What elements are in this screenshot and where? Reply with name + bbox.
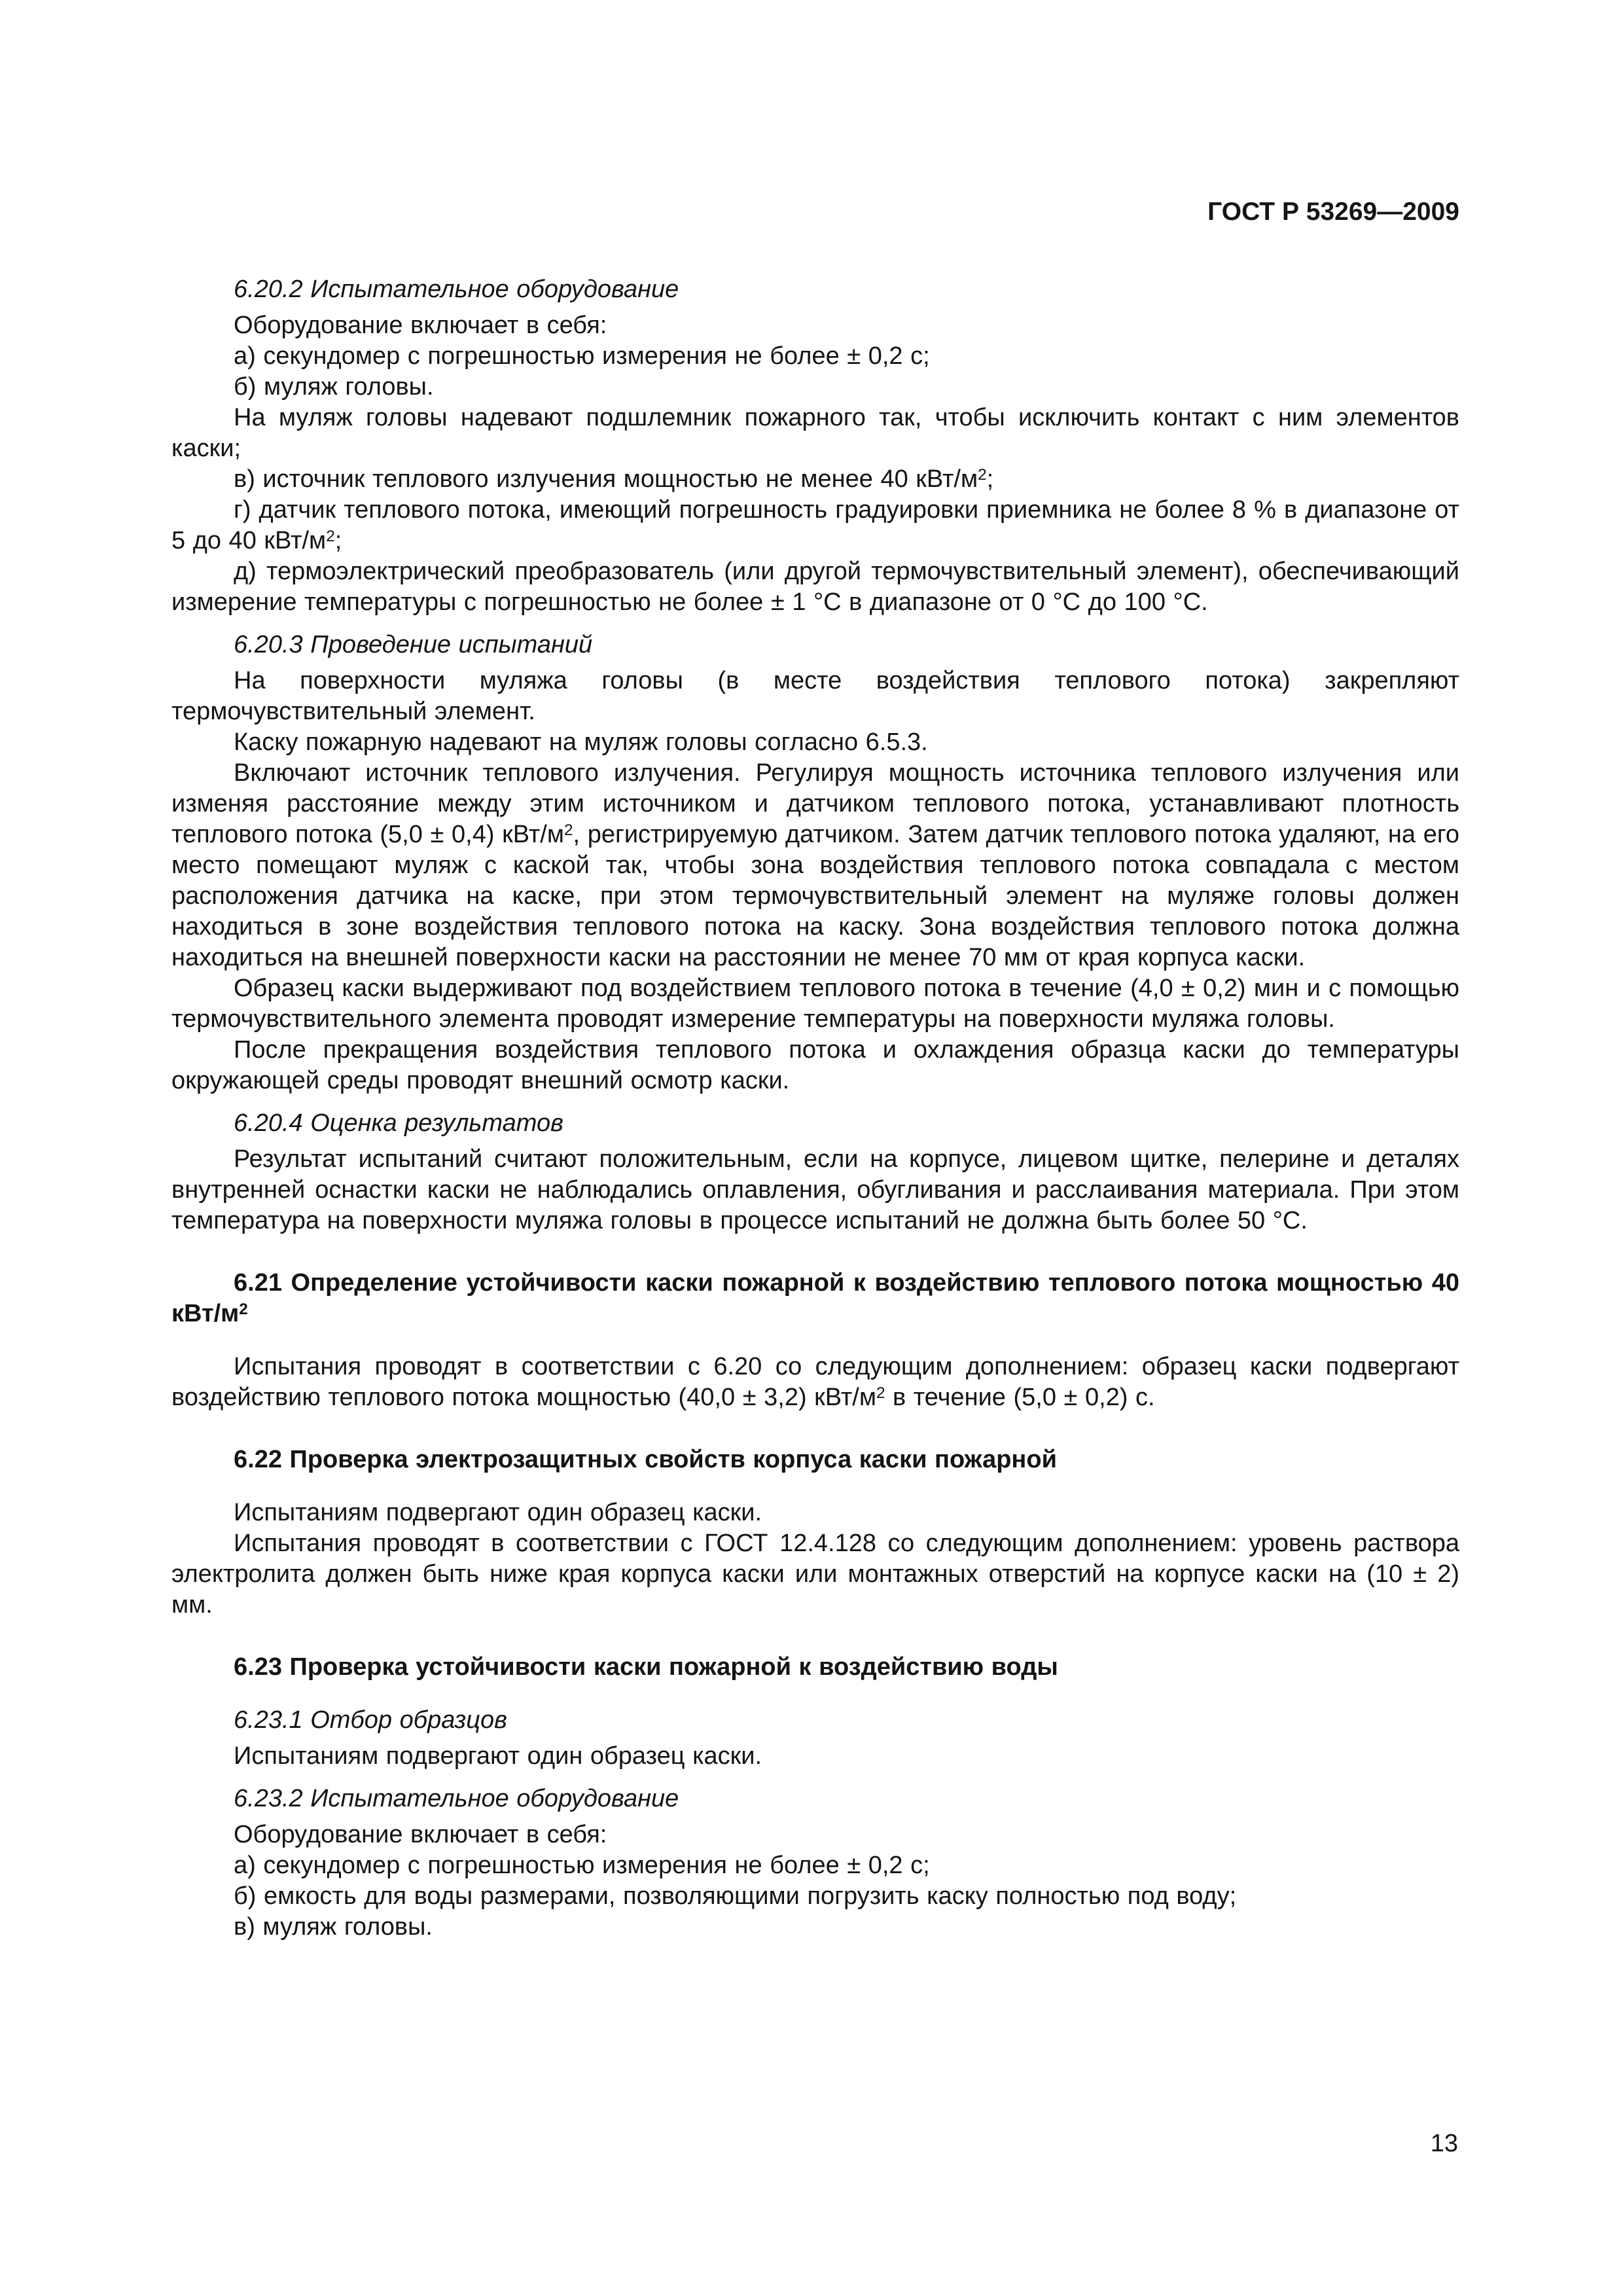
paragraph: [171, 556, 1459, 618]
paragraph: [171, 310, 1459, 341]
section-heading: [171, 1652, 1459, 1683]
text-run: в) муляж головы.: [234, 1913, 433, 1941]
text-run: ;: [334, 527, 342, 554]
paragraph: [171, 1912, 1459, 1943]
paragraph: [171, 1881, 1459, 1912]
paragraph: [171, 341, 1459, 372]
text-run: 6.21 Определение устойчивости каски пожарной к воздействию теплового потока мощностью 40 кВт/м: [171, 1269, 1459, 1327]
paragraph: [171, 1741, 1459, 1772]
paragraph: [171, 1035, 1459, 1096]
paragraph: [171, 1352, 1459, 1413]
paragraph: [171, 973, 1459, 1035]
text-run: Образец каски выдерживают под воздействием теплового потока в течение (4,0 ± 0,2) мин и с помощью термочувствительного элемента проводят измерение температуры на поверхности муляжа головы.: [171, 975, 1459, 1033]
text-run: 6.23.2 Испытательное оборудование: [234, 1785, 679, 1812]
subsection-heading: [171, 1705, 1459, 1736]
paragraph: [171, 727, 1459, 758]
text-run: а) секундомер с погрешностью измерения не более ± 0,2 с;: [234, 342, 930, 370]
paragraph: [171, 1528, 1459, 1621]
superscript: 2: [239, 1300, 248, 1319]
text-run: ;: [986, 465, 994, 493]
section-heading: [171, 1444, 1459, 1475]
text-run: , регистрируемую датчиком. Затем датчик теплового потока удаляют, на его место помещают муляж с каской так, чтобы зона воздействия теплового потока совпадала с местом расположения датчика на каске, при этом термочувствительный элемент на муляже головы должен находиться в зоне воздействия теплового потока на каску. Зона воздействия теплового потока должна находиться на внешней поверхности каски на расстоянии не менее 70 мм от края корпуса каски.: [171, 821, 1459, 971]
text-run: Включают источник теплового излучения. Регулируя мощность источника теплового излучения или изменяя расстояние между этим источником и датчиком теплового потока, устанавливают плотность теплового потока (5,0 ± 0,4) кВт/м: [171, 759, 1459, 848]
superscript: 2: [876, 1384, 885, 1403]
paragraph: [171, 758, 1459, 973]
section-heading: [171, 1268, 1459, 1329]
text-run: Каску пожарную надевают на муляж головы согласно 6.5.3.: [234, 728, 928, 756]
subsection-heading: [171, 1108, 1459, 1139]
text-run: д) термоэлектрический преобразователь (или другой термочувствительный элемент), обеспечивающий измерение температуры с погрешностью не более ± 1 °С в диапазоне от 0 °С до 100 °С.: [171, 558, 1459, 616]
text-run: 6.20.4 Оценка результатов: [234, 1109, 563, 1137]
paragraph: [171, 495, 1459, 556]
text-run: Результат испытаний считают положительным, если на корпусе, лицевом щитке, пелерине и деталях внутренней оснастки каски не наблюдались оплавления, обугливания и расслаивания материала. При этом температура на поверхности муляжа головы в процессе испытаний не должна быть более 50 °С.: [171, 1145, 1459, 1234]
text-run: 6.23 Проверка устойчивости каски пожарной к воздействию воды: [234, 1653, 1058, 1681]
subsection-heading: [171, 630, 1459, 660]
text-run: Испытания проводят в соответствии с 6.20 со следующим дополнением: образец каски подвергают воздействию теплового потока мощностью (40,0 ± 3,2) кВт/м: [171, 1353, 1459, 1411]
paragraph: [171, 464, 1459, 495]
superscript: 2: [978, 466, 987, 484]
paragraph: [171, 403, 1459, 464]
superscript: 2: [563, 821, 573, 840]
text-run: 6.23.1 Отбор образцов: [234, 1706, 507, 1734]
text-run: Оборудование включает в себя:: [234, 1821, 607, 1848]
text-run: Испытаниям подвергают один образец каски.: [234, 1499, 762, 1526]
text-run: б) муляж головы.: [234, 373, 434, 401]
text-run: в) источник теплового излучения мощностью не менее 40 кВт/м: [234, 465, 978, 493]
text-run: Испытаниям подвергают один образец каски.: [234, 1742, 762, 1770]
paragraph: [171, 1850, 1459, 1881]
text-run: а) секундомер с погрешностью измерения не более ± 0,2 с;: [234, 1852, 930, 1879]
document-header: [171, 196, 1459, 227]
text-run: 6.22 Проверка электрозащитных свойств корпуса каски пожарной: [234, 1446, 1057, 1473]
paragraph: [171, 1820, 1459, 1850]
text-run: 6.20.2 Испытательное оборудование: [234, 276, 679, 303]
text-run: На муляж головы надевают подшлемник пожарного так, чтобы исключить контакт с ним элементов каски;: [171, 404, 1459, 462]
text-run: в течение (5,0 ± 0,2) с.: [885, 1384, 1155, 1411]
text-run: Оборудование включает в себя:: [234, 312, 607, 339]
text-run: На поверхности муляжа головы (в месте воздействия теплового потока) закрепляют термочувствительный элемент.: [171, 667, 1459, 725]
text-run: После прекращения воздействия теплового потока и охлаждения образца каски до температуры окружающей среды проводят внешний осмотр каски.: [171, 1036, 1459, 1094]
subsection-heading: [171, 1784, 1459, 1814]
paragraph: [171, 372, 1459, 403]
text-run: б) емкость для воды размерами, позволяющими погрузить каску полностью под воду;: [234, 1882, 1237, 1910]
document-body: [171, 274, 1459, 1943]
doc-code: ГОСТ Р 53269—2009: [1207, 198, 1459, 226]
paragraph: [171, 1144, 1459, 1236]
page-number: 13: [1430, 2130, 1458, 2157]
paragraph: [171, 666, 1459, 727]
text-run: г) датчик теплового потока, имеющий погрешность градуировки приемника не более 8 % в диапазоне от 5 до 40 кВт/м: [171, 496, 1459, 554]
text-run: Испытания проводят в соответствии с ГОСТ 12.4.128 со следующим дополнением: уровень раствора электролита должен быть ниже края корпуса каски или монтажных отверстий на корпусе каски на (10 ± 2) мм.: [171, 1530, 1459, 1619]
paragraph: [171, 1498, 1459, 1528]
subsection-heading: [171, 274, 1459, 305]
text-run: 6.20.3 Проведение испытаний: [234, 631, 593, 658]
superscript: 2: [326, 528, 335, 546]
